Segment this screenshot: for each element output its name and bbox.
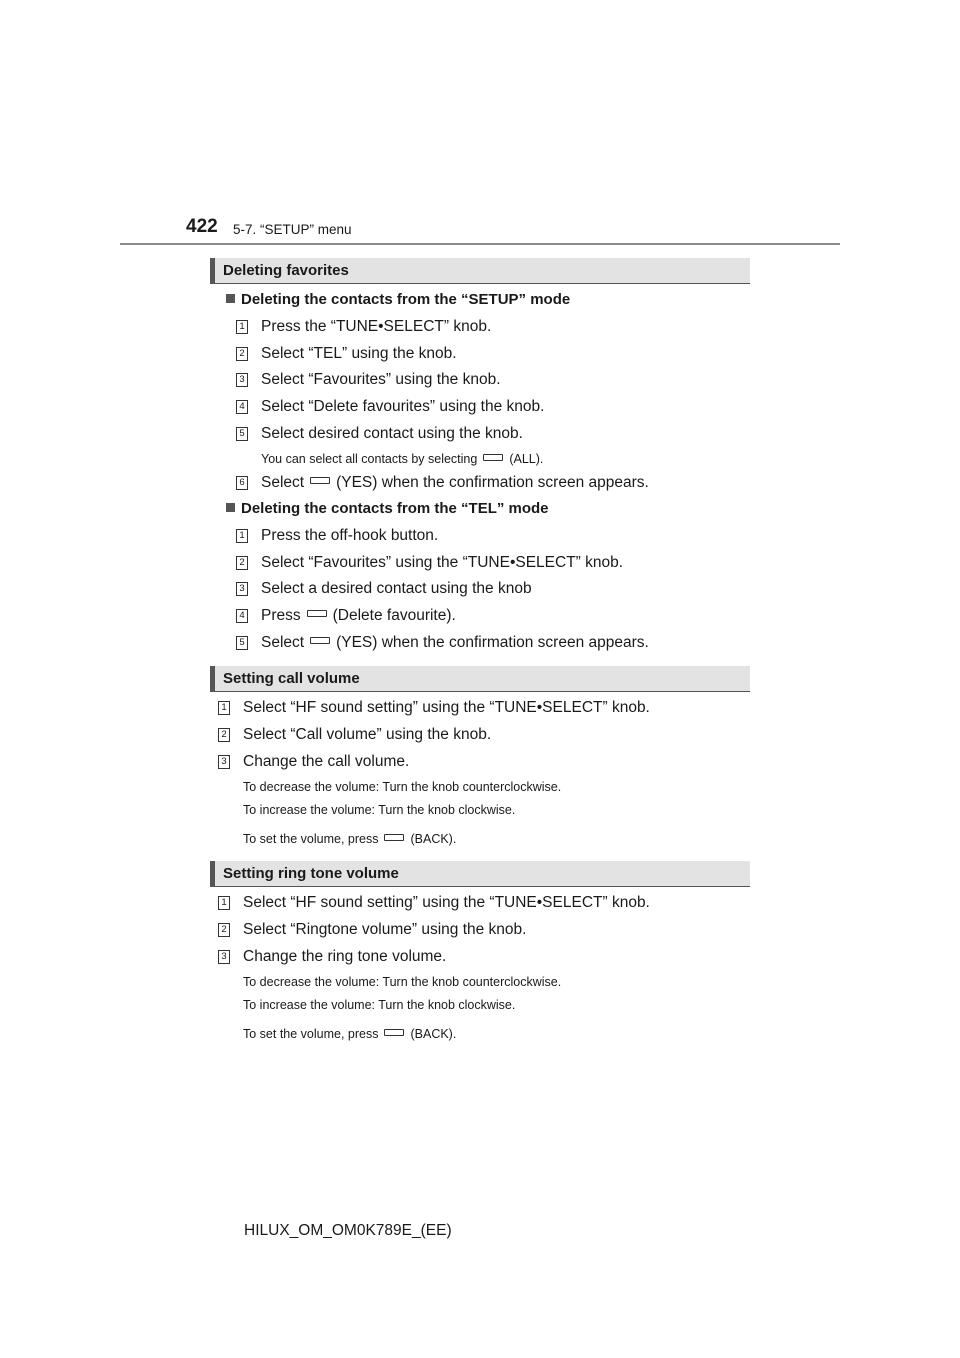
step-number-4: 4 xyxy=(236,609,248,623)
step-text-post: (Delete favourite). xyxy=(332,607,456,624)
step-number-5: 5 xyxy=(236,427,248,441)
subheading-text: Deleting the contacts from the “SETUP” mode xyxy=(241,291,571,308)
header-divider xyxy=(120,243,840,245)
step-number-1: 1 xyxy=(218,701,230,715)
step-text-post: (YES) when the confirmation screen appears. xyxy=(336,474,649,491)
note-select-all xyxy=(261,452,543,466)
note-increase: To increase the volume: Turn the knob clockwise. xyxy=(243,998,516,1012)
subheading-tel-mode xyxy=(226,500,549,517)
screen-button-icon xyxy=(310,637,330,644)
step-number-1: 1 xyxy=(218,896,230,910)
note-set-volume xyxy=(243,832,456,846)
note-increase: To increase the volume: Turn the knob clockwise. xyxy=(243,803,516,817)
step-text: Select a desired contact using the knob xyxy=(261,580,532,597)
screen-button-icon xyxy=(310,477,330,484)
screen-button-icon xyxy=(307,610,327,617)
step-number-5: 5 xyxy=(236,636,248,650)
section-title: 5-7. “SETUP” menu xyxy=(233,222,352,237)
step-text: Select “TEL” using the knob. xyxy=(261,345,457,362)
step-number-1: 1 xyxy=(236,529,248,543)
step-text: Select “Favourites” using the “TUNE•SELECT” knob. xyxy=(261,554,624,571)
step-number-2: 2 xyxy=(218,728,230,742)
note-decrease: To decrease the volume: Turn the knob counterclockwise. xyxy=(243,975,562,989)
step-number-1: 1 xyxy=(236,320,248,334)
document-code: HILUX_OM_OM0K789E_(EE) xyxy=(244,1222,452,1239)
note-text: (BACK). xyxy=(410,1027,457,1041)
step-text xyxy=(261,634,649,652)
step-text: Select desired contact using the knob. xyxy=(261,425,523,442)
step-text: Press the “TUNE•SELECT” knob. xyxy=(261,318,492,335)
step-number-3: 3 xyxy=(218,950,230,964)
subheading-setup-mode xyxy=(226,291,570,308)
note-text: To set the volume, press xyxy=(243,1027,379,1041)
screen-button-icon xyxy=(384,1029,404,1036)
square-bullet-icon xyxy=(226,294,235,303)
step-text: Select “Delete favourites” using the knob. xyxy=(261,398,545,415)
step-number-3: 3 xyxy=(218,755,230,769)
heading-call-volume: Setting call volume xyxy=(210,666,750,692)
step-number-2: 2 xyxy=(236,556,248,570)
note-text: You can select all contacts by selecting xyxy=(261,452,478,466)
square-bullet-icon xyxy=(226,503,235,512)
step-text xyxy=(261,607,456,625)
step-text: Select “Ringtone volume” using the knob. xyxy=(243,921,527,938)
step-number-4: 4 xyxy=(236,400,248,414)
step-number-2: 2 xyxy=(236,347,248,361)
step-text-pre: Select xyxy=(261,474,305,491)
note-decrease: To decrease the volume: Turn the knob counterclockwise. xyxy=(243,780,562,794)
note-text: To set the volume, press xyxy=(243,832,379,846)
step-text: Press the off-hook button. xyxy=(261,527,439,544)
step-text xyxy=(261,474,649,492)
note-text: (BACK). xyxy=(410,832,457,846)
step-text-post: (YES) when the confirmation screen appears. xyxy=(336,634,649,651)
step-text: Select “Call volume” using the knob. xyxy=(243,726,492,743)
step-text-pre: Select xyxy=(261,634,305,651)
heading-deleting-favorites: Deleting favorites xyxy=(210,258,750,284)
step-text: Select “HF sound setting” using the “TUNE•SELECT” knob. xyxy=(243,699,650,716)
step-number-3: 3 xyxy=(236,582,248,596)
subheading-text: Deleting the contacts from the “TEL” mode xyxy=(241,500,549,517)
step-text-pre: Press xyxy=(261,607,301,624)
step-text: Select “Favourites” using the knob. xyxy=(261,371,501,388)
screen-button-icon xyxy=(384,834,404,841)
step-number-6: 6 xyxy=(236,476,248,490)
step-text: Change the ring tone volume. xyxy=(243,948,447,965)
step-text: Change the call volume. xyxy=(243,753,410,770)
page-number: 422 xyxy=(186,216,218,237)
screen-button-icon xyxy=(483,454,503,461)
step-number-2: 2 xyxy=(218,923,230,937)
heading-ring-tone-volume: Setting ring tone volume xyxy=(210,861,750,887)
step-text: Select “HF sound setting” using the “TUNE•SELECT” knob. xyxy=(243,894,650,911)
note-text: (ALL). xyxy=(509,452,544,466)
step-number-3: 3 xyxy=(236,373,248,387)
note-set-volume xyxy=(243,1027,456,1041)
